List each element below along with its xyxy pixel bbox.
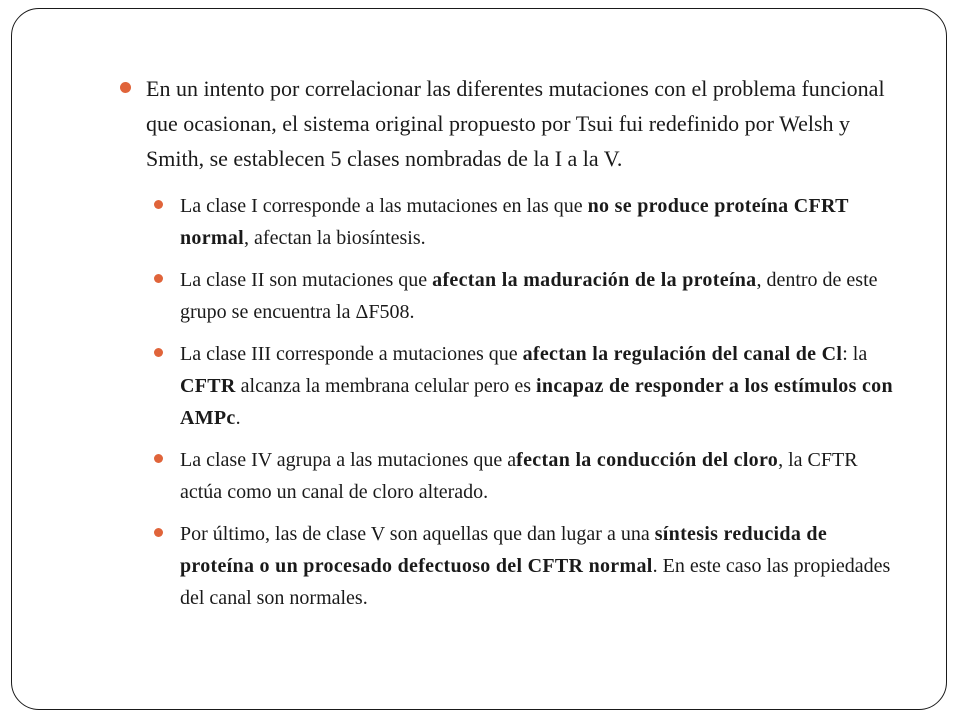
sub-bullet-class-i	[116, 190, 904, 254]
text-segment: , afectan la biosíntesis.	[244, 227, 426, 249]
text-segment: La clase III corresponde a mutaciones que	[180, 343, 523, 365]
bullet-dot-icon	[120, 82, 131, 93]
bold-text-segment: incapaz de responder a los estímulos con AMPc	[180, 375, 893, 429]
bold-text-segment: afectan la regulación del canal de Cl	[522, 343, 843, 365]
bullet-dot-icon	[154, 348, 163, 357]
bold-text-segment: síntesis reducida de proteína o un procesado defectuoso del CFTR normal	[180, 523, 828, 577]
sub-bullet-class-iii	[116, 338, 904, 434]
text-segment: alcanza la membrana celular pero es	[235, 375, 537, 397]
sub-bullet-class-iv	[116, 444, 904, 508]
text-segment: , la CFTR actúa como un canal de cloro alterado.	[180, 449, 858, 503]
text-segment: La clase I corresponde a las mutaciones en las que	[180, 195, 588, 217]
bullet-dot-icon	[154, 274, 163, 283]
sub-bullet-class-ii	[116, 264, 904, 328]
bullet-dot-icon	[154, 454, 163, 463]
bold-text-segment: CFTR	[180, 375, 236, 397]
main-bullet-text: En un intento por correlacionar las diferentes mutaciones con el problema funcional que ocasionan, el sistema original propuesto por Tsui fui redefinido por Welsh y Smith, se establecen 5 clases nombradas de la I a la V.	[146, 76, 885, 171]
bold-text-segment: fectan la conducción del cloro	[516, 449, 779, 471]
bold-text-segment: afectan la maduración de la proteína	[432, 269, 757, 291]
text-segment: , dentro de este grupo se encuentra la ΔF508.	[180, 269, 878, 323]
bold-text-segment: no se produce proteína CFRT normal	[180, 195, 849, 249]
slide-frame	[11, 8, 947, 710]
sub-bullet-list	[116, 190, 904, 614]
main-bullet-item	[116, 71, 904, 176]
text-segment: La clase IV agrupa a las mutaciones que a	[180, 449, 517, 471]
bullet-dot-icon	[154, 200, 163, 209]
text-segment: Por último, las de clase V son aquellas que dan lugar a una	[180, 523, 655, 545]
sub-bullet-class-v	[116, 518, 904, 614]
text-segment: : la	[842, 343, 868, 365]
text-segment: . En este caso las propiedades del canal son normales.	[180, 555, 891, 609]
text-segment: .	[235, 407, 241, 429]
text-segment: La clase II son mutaciones que	[180, 269, 433, 291]
slide-content	[116, 71, 904, 624]
bullet-dot-icon	[154, 528, 163, 537]
